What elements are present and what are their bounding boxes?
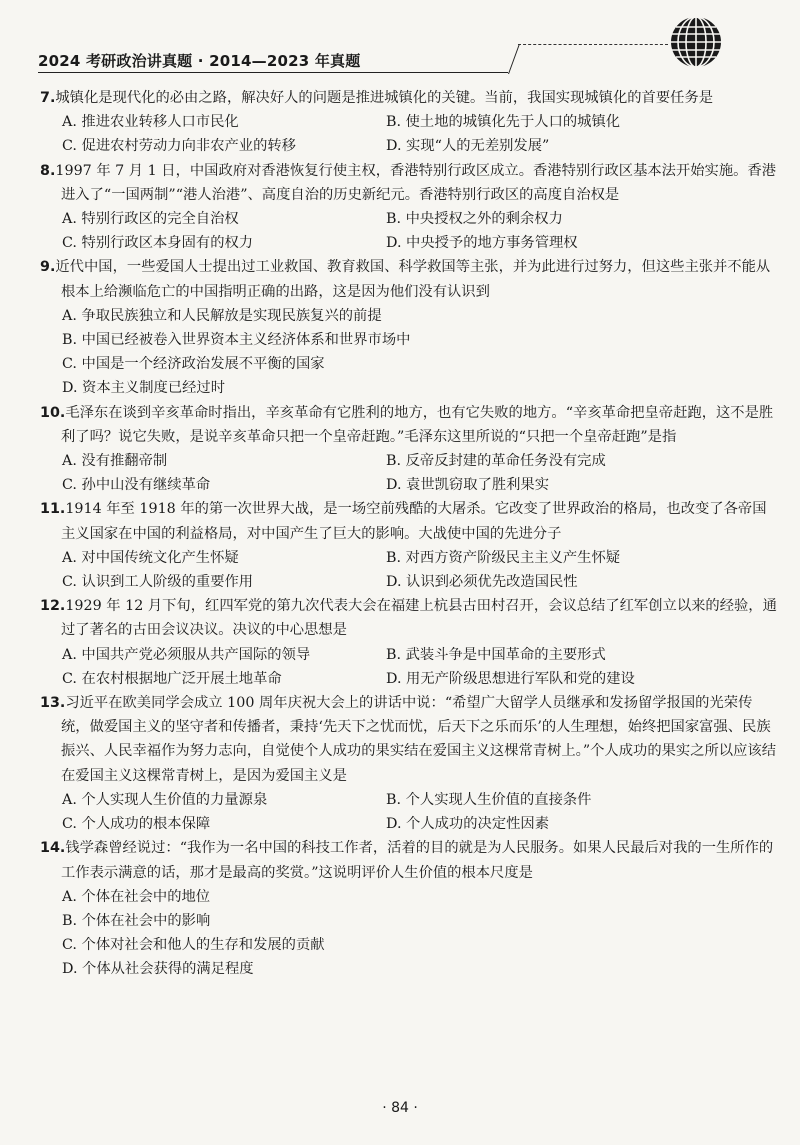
question-14 <box>40 836 780 981</box>
options-list <box>40 885 780 982</box>
question-number: 10. <box>40 404 66 421</box>
option-c: C. 特别行政区本身固有的权力 <box>62 235 254 252</box>
question-stem <box>40 497 780 545</box>
option-d: D. 个人成功的决定性因素 <box>386 816 550 833</box>
option-d: D. 实现“人的无差别发展” <box>386 138 550 155</box>
option-d: D. 袁世凯窃取了胜利果实 <box>386 477 550 494</box>
question-13 <box>40 691 780 836</box>
option-c: C. 个体对社会和他人的生存和发展的贡献 <box>62 937 325 954</box>
question-text: 钱学森曾经说过：“我作为一名中国的科技工作者，活着的目的就是为人民服务。如果人民最后对我的一生所作的工作表示满意的话，那才是最高的奖赏。”这说明评价人生价值的根本尺度是 <box>61 840 774 881</box>
option-d: D. 用无产阶级思想进行军队和党的建设 <box>386 670 635 687</box>
option-a: A. 中国共产党必须服从共产国际的领导 <box>62 646 311 663</box>
option-d: D. 个体从社会获得的满足程度 <box>62 961 254 978</box>
option-b: B. 使土地的城镇化先于人口的城镇化 <box>386 114 621 131</box>
option-d: D. 资本主义制度已经过时 <box>62 380 226 397</box>
option-b: B. 中国已经被卷入世界资本主义经济体系和世界市场中 <box>62 332 411 349</box>
question-number: 8. <box>40 162 56 179</box>
question-stem <box>40 86 780 110</box>
question-number: 13. <box>40 695 66 712</box>
question-stem <box>40 401 780 449</box>
question-number: 9. <box>40 259 56 276</box>
header-rule <box>38 72 508 73</box>
question-stem <box>40 691 780 788</box>
question-10 <box>40 401 780 498</box>
question-stem <box>40 255 780 303</box>
options-list <box>40 546 780 594</box>
question-text: 习近平在欧美同学会成立 100 周年庆祝大会上的讲话中说：“希望广大留学人员继承和发扬留学报国的光荣传统，做爱国主义的坚守者和传播者，秉持‘先天下之忧而忧，后天下之乐而乐’的人生理想，始终把国家富强、民族振兴、人民幸福作为努力志向，自觉使个人成功的果实结在爱国主义这棵常青树上。”个人成功的果实之所以应该结在爱国主义这棵常青树上，是因为爱国主义是 <box>61 695 776 784</box>
globe-logo-icon <box>668 14 724 70</box>
question-text: 1997 年 7 月 1 日，中国政府对香港恢复行使主权，香港特别行政区成立。香港特别行政区基本法开始实施。香港进入了“一国两制”“港人治港”、高度自治的历史新纪元。香港特别行政区的高度自治权是 <box>55 162 777 203</box>
question-12 <box>40 594 780 691</box>
question-8 <box>40 159 780 256</box>
question-text: 毛泽东在谈到辛亥革命时指出，辛亥革命有它胜利的地方，也有它失败的地方。“辛亥革命把皇帝赶跑，这不是胜利了吗？说它失败，是说辛亥革命只把一个皇帝赶跑。”毛泽东这里所说的“只把一个皇帝赶跑”是指 <box>61 404 774 445</box>
question-stem <box>40 159 780 207</box>
question-text: 城镇化是现代化的必由之路，解决好人的问题是推进城镇化的关键。当前，我国实现城镇化的首要任务是 <box>55 90 714 106</box>
question-7 <box>40 86 780 159</box>
option-b: B. 武装斗争是中国革命的主要形式 <box>386 646 606 663</box>
question-number: 7. <box>40 90 56 106</box>
option-c: C. 孙中山没有继续革命 <box>62 477 211 494</box>
option-b: B. 个人实现人生价值的直接条件 <box>386 791 592 808</box>
options-list <box>40 304 780 401</box>
header-title: 2024 考研政治讲真题 · 2014—2023 年真题 <box>38 52 361 70</box>
option-a: A. 特别行政区的完全自治权 <box>62 211 239 228</box>
options-list <box>40 110 780 158</box>
option-a: A. 推进农业转移人口市民化 <box>62 114 239 131</box>
option-a: A. 对中国传统文化产生怀疑 <box>62 549 239 566</box>
option-d: D. 中央授予的地方事务管理权 <box>386 235 578 252</box>
question-number: 14. <box>40 840 66 857</box>
question-list <box>40 86 780 982</box>
options-list <box>40 207 780 255</box>
question-text: 近代中国，一些爱国人士提出过工业救国、教育救国、科学救国等主张，并为此进行过努力，但这些主张并不能从根本上给濒临危亡的中国指明正确的出路，这是因为他们没有认识到 <box>55 259 771 300</box>
option-c: C. 在农村根据地广泛开展土地革命 <box>62 670 282 687</box>
option-c: C. 中国是一个经济政治发展不平衡的国家 <box>62 356 325 373</box>
options-list <box>40 449 780 497</box>
option-a: A. 没有推翻帝制 <box>62 453 168 470</box>
option-b: B. 反帝反封建的革命任务没有完成 <box>386 453 606 470</box>
question-stem <box>40 836 780 884</box>
options-list <box>40 643 780 691</box>
option-b: B. 个体在社会中的影响 <box>62 912 211 929</box>
page-number: · 84 · <box>382 1100 418 1116</box>
page-header <box>0 0 800 80</box>
option-a: A. 个体在社会中的地位 <box>62 888 211 905</box>
question-text: 1914 年至 1918 年的第一次世界大战，是一场空前残酷的大屠杀。它改变了世界政治的格局，也改变了各帝国主义国家在中国的利益格局，对中国产生了巨大的影响。大战使中国的先进分子 <box>61 501 767 542</box>
option-b: B. 中央授权之外的剩余权力 <box>386 211 563 228</box>
option-c: C. 促进农村劳动力向非农产业的转移 <box>62 138 296 155</box>
question-11 <box>40 497 780 594</box>
header-slant-divider <box>508 44 521 74</box>
option-a: A. 个人实现人生价值的力量源泉 <box>62 791 268 808</box>
option-a: A. 争取民族独立和人民解放是实现民族复兴的前提 <box>62 307 382 324</box>
question-number: 12. <box>40 598 66 615</box>
option-b: B. 对西方资产阶级民主主义产生怀疑 <box>386 549 621 566</box>
options-list <box>40 788 780 836</box>
option-c: C. 个人成功的根本保障 <box>62 816 211 833</box>
question-stem <box>40 594 780 642</box>
question-text: 1929 年 12 月下旬，红四军党的第九次代表大会在福建上杭县古田村召开，会议总结了红军创立以来的经验，通过了著名的古田会议决议。决议的中心思想是 <box>61 598 777 639</box>
option-c: C. 认识到工人阶级的重要作用 <box>62 574 254 591</box>
question-number: 11. <box>40 501 66 518</box>
header-dashed-line <box>518 44 668 45</box>
question-9 <box>40 255 780 400</box>
option-d: D. 认识到必须优先改造国民性 <box>386 574 578 591</box>
